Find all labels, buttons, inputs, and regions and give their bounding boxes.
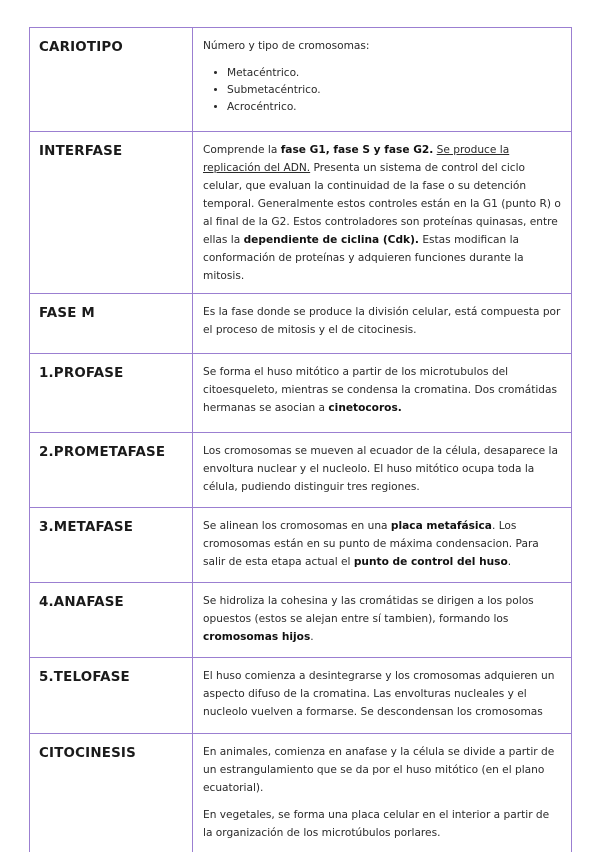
text-run: Se hidroliza la cohesina y las cromátidas se dirigen a los polos opuestos (estos se alejan entre sí tambien), formando los bbox=[203, 595, 534, 625]
description-text: Número y tipo de cromosomas: bbox=[203, 40, 370, 52]
term-cell: 5.TELOFASE bbox=[30, 658, 193, 734]
list-item: • Metacéntrico. bbox=[227, 65, 561, 82]
description-text: El huso comienza a desintegrarse y los cromosomas adquieren un aspecto difuso de la cromatina. Las envolturas nucleales y el nucleolo vuelven a formarse. Se descondensan los cromosomas bbox=[203, 670, 555, 718]
term-cell: CARIOTIPO bbox=[30, 28, 193, 132]
description-cell bbox=[193, 583, 572, 658]
bullet-list bbox=[203, 65, 561, 116]
text-run: Se alinean los cromosomas en una bbox=[203, 520, 391, 532]
text-run: Comprende la bbox=[203, 144, 281, 156]
term-cell: FASE M bbox=[30, 294, 193, 354]
bold-term: cromosomas hijos bbox=[203, 631, 311, 643]
table-row bbox=[30, 28, 572, 132]
table-row bbox=[30, 132, 572, 294]
description-text bbox=[203, 517, 561, 571]
list-item: • Acrocéntrico. bbox=[227, 99, 561, 116]
description-cell bbox=[193, 734, 572, 852]
document-page bbox=[29, 27, 572, 852]
list-item: • Submetacéntrico. bbox=[227, 82, 561, 99]
text-run: Estas modifican la conformación de proteínas y adquieren funciones durante la mitosis. bbox=[203, 234, 524, 282]
description-text: En vegetales, se forma una placa celular en el interior a partir de la organización de los microtúbulos porlares. bbox=[203, 809, 550, 839]
description-cell bbox=[193, 28, 572, 132]
text-run: . Los cromosomas están en su punto de máxima condensacion. Para salir de esta etapa actual el bbox=[203, 520, 539, 568]
description-text: En animales, comienza en anafase y la célula se divide a partir de un estrangulamiento que se da por el huso mitótico (en el plano ecuatorial). bbox=[203, 746, 555, 794]
text-run: . bbox=[310, 631, 314, 643]
table-row bbox=[30, 734, 572, 852]
description-text bbox=[203, 592, 561, 646]
bold-term: cinetocoros. bbox=[328, 402, 402, 414]
description-cell bbox=[193, 508, 572, 583]
underlined-phrase: Se produce la replicación del ADN. bbox=[203, 144, 510, 174]
table-row bbox=[30, 433, 572, 508]
text-run: Se forma el huso mitótico a partir de los microtubulos del citoesqueleto, mientras se condensa la cromatina. Dos cromátidas hermanas se asocian a bbox=[203, 366, 558, 414]
description-text bbox=[203, 363, 561, 417]
description-cell bbox=[193, 658, 572, 734]
text-run: Presenta un sistema de control del ciclo celular, que evaluan la continuidad de la fase o su detención temporal. Generalmente estos controles están en la G1 (punto R) o al final de la G2. Estos controladores son proteínas quinasas, entre ellas la bbox=[203, 162, 561, 246]
table-row bbox=[30, 354, 572, 433]
term-cell: 4.ANAFASE bbox=[30, 583, 193, 658]
text-run: . bbox=[507, 556, 512, 568]
table-row bbox=[30, 508, 572, 583]
table-row bbox=[30, 658, 572, 734]
bold-term: dependiente de ciclina (Cdk). bbox=[243, 234, 419, 246]
description-cell bbox=[193, 354, 572, 433]
description-cell bbox=[193, 132, 572, 294]
term-cell: 2.PROMETAFASE bbox=[30, 433, 193, 508]
table-row bbox=[30, 583, 572, 658]
term-cell: 1.PROFASE bbox=[30, 354, 193, 433]
description-cell bbox=[193, 433, 572, 508]
term-cell: CITOCINESIS bbox=[30, 734, 193, 852]
description-text bbox=[203, 141, 561, 285]
term-cell: 3.METAFASE bbox=[30, 508, 193, 583]
description-cell bbox=[193, 294, 572, 354]
bold-term: punto de control del huso bbox=[353, 556, 508, 568]
table-row bbox=[30, 294, 572, 354]
term-cell: INTERFASE bbox=[30, 132, 193, 294]
phases-table bbox=[29, 27, 572, 852]
bold-term: placa metafásica bbox=[390, 520, 492, 532]
bold-term: fase G1, fase S y fase G2. bbox=[280, 144, 434, 156]
description-text: Los cromosomas se mueven al ecuador de la célula, desaparece la envoltura nuclear y el nucleolo. El huso mitótico ocupa toda la célula, pudiendo distinguir tres regiones. bbox=[203, 445, 558, 493]
description-text: Es la fase donde se produce la división celular, está compuesta por el proceso de mitosis y el de citocinesis. bbox=[203, 306, 561, 336]
